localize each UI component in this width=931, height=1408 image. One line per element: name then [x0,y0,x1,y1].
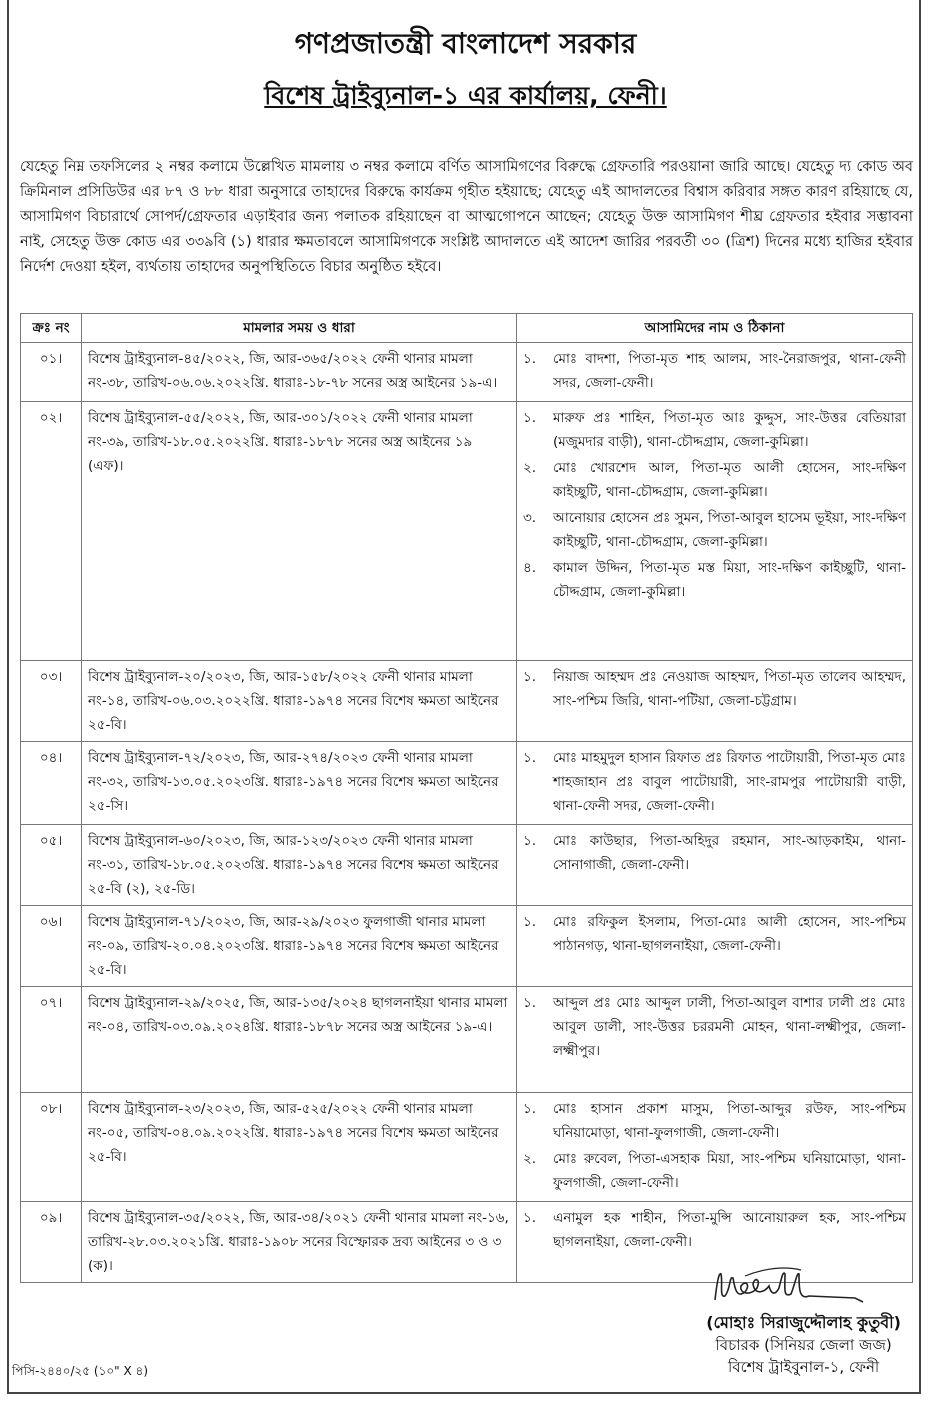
accused-number: ১. [523,995,537,1011]
case-details: বিশেষ ট্রাইব্যুনাল-৭১/২০২৩, জি, আর-২৯/২০২৩ ফুলগাজী থানার মামলা নং-০৯, তারিখ-২০.০৪.২০২৩খ্রি. ধারাঃ-১৯৭৪ সনের বিশেষ ক্ষমতা আইনের ২৫-বি। [82,906,517,987]
office-subtitle: বিশেষ ট্রাইব্যুনাল-১ এর কার্যালয়, ফেনী। [264,81,667,110]
accused-item [523,665,906,713]
serial-number: ০২। [21,402,82,661]
judge-name: (মোহাঃ সিরাজুদ্দৌলাহ কুতুবী) [706,1313,901,1332]
accused-item [523,1097,906,1145]
accused-name-address: নিয়াজ আহম্মদ প্রঃ নেওয়াজ আহম্মদ, পিতা-মৃত তালেব আহম্মদ, সাং-পশ্চিম জিরি, থানা-পটিয়া, জেলা-চট্টগ্রাম। [553,669,906,709]
case-details: বিশেষ ট্রাইব্যুনাল-৭২/২০২৩, জি, আর-২৭৪/২০২৩ ফেনী থানার মামলা নং-৩২, তারিখ-১৩.০৫.২০২৩খ্রি. ধারাঃ-১৯৭৪ সনের বিশেষ ক্ষমতা আইনের ২৫-সি। [82,742,517,825]
accused-number: ১. [523,1101,537,1117]
table-row [21,906,913,987]
accused-number: ৩. [523,510,537,526]
header-accused: আসামিদের নাম ও ঠিকানা [517,314,913,343]
accused-item [523,910,906,958]
accused-number: ১. [523,1210,537,1226]
accused-name-address: এনামুল হক শাহীন, পিতা-মুন্সি আনোয়ারুল হক, সাং-পশ্চিম ছাগলনাইয়া, জেলা-ফেনী। [553,1210,906,1250]
accused-list [517,1093,913,1202]
table-row [21,343,913,402]
print-reference: পিসি-২৪৪০/২৫ (১০" X ৪) [12,1364,149,1378]
accused-name-address: মোঃ রফিকুল ইসলাম, পিতা-মোঃ আলী হোসেন, সাং-পশ্চিম পাঠানগড়, থানা-ছাগলনাইয়া, জেলা-ফেনী। [553,914,906,954]
serial-number: ০৯। [21,1202,82,1283]
case-details: বিশেষ ট্রাইব্যুনাল-৪৫/২০২২, জি, আর-৩৬৫/২০২২ ফেনী থানার মামলা নং-৩৮, তারিখ-০৬.০৬.২০২২খ্রি. ধারাঃ-১৮-৭৮ সনের অস্ত্র আইনের ১৯-এ। [82,343,517,402]
page-title: গণপ্রজাতন্ত্রী বাংলাদেশ সরকার [294,27,637,60]
accused-name-address: মারুফ প্রঃ শাহিন, পিতা-মৃত আঃ কুদ্দুস, সাং-উত্তর বেতিয়ারা (মজুমদার বাড়ী), থানা-চৌদ্দগ্রাম, জেলা-কুমিল্লা। [553,410,906,450]
notice-paragraph: যেহেতু নিম্ন তফসিলের ২ নম্বর কলামে উল্লেখিত মামলায় ৩ নম্বর কলামে বর্ণিত আসামিগণের বিরুদ্ধে গ্রেফতারি পরওয়ানা জারি আছে। যেহেতু দ্য কোড অব ক্রিমিনাল প্রসিডিউর এর ৮৭ ও ৮৮ ধারা অনুসারে তাহাদের বিরুদ্ধে কার্যক্রম গৃহীত হইয়াছে; যেহেতু এই আদালতের বিশ্বাস করিবার সঙ্গত কারণ রহিয়াছে যে, আসামিগণ বিচারার্থে সোপর্দ/গ্রেফতার এড়াইবার জন্য পলাতক রহিয়াছেন বা আত্মগোপনে আছেন; যেহেতু উক্ত আসামিগণ শীঘ্র গ্রেফতার হইবার সম্ভাবনা নাই, সেহেতু উক্ত কোড এর ৩৩৯বি (১) ধারার ক্ষমতাবলে আসামিগণকে সংশ্লিষ্ট আদালতে এই আদেশ জারির পরবর্তী ৩০ (ত্রিশ) দিনের মধ্যে হাজির হইবার নির্দেশ দেওয়া হইল, ব্যর্থতায় তাহাদের অনুপস্থিতিতে বিচার অনুষ্ঠিত হইবে। [20,159,913,275]
signature-image [705,1262,885,1312]
case-details: বিশেষ ট্রাইব্যুনাল-৩৫/২০২২, জি, আর-৩৪/২০২১ ফেনী থানার মামলা নং-১৬, তারিখ-২৮.০৩.২০২১খ্রি. ধারাঃ-১৯০৮ সনের বিস্ফোরক দ্রব্য আইনের ৩ ও ৩ (ক)। [82,1202,517,1283]
case-details: বিশেষ ট্রাইব্যুনাল-২৯/২০২৫, জি, আর-১৩৫/২০২৪ ছাগলনাইয়া থানার মামলা নং-০৪, তারিখ-০৩.০৯.২০২৪খ্রি. ধারাঃ-১৮৭৮ সনের অস্ত্র আইনের ১৯-এ। [82,987,517,1093]
accused-item [523,506,906,554]
accused-list [517,987,913,1093]
table-row [21,825,913,906]
accused-item [523,746,906,818]
accused-number: ১. [523,914,537,930]
judge-designation: বিচারক (সিনিয়র জেলা জজ) [715,1336,892,1354]
accused-item [523,406,906,454]
judge-office: বিশেষ ট্রাইবুনাল-১, ফেনী [728,1358,880,1376]
accused-name-address: মোঃ বাদশা, পিতা-মৃত শাহ আলম, সাং-নৈরাজপুর, থানা-ফেনী সদর, জেলা-ফেনী। [553,351,906,391]
accused-number: ৪. [523,560,537,576]
accused-number: ১. [523,410,537,426]
accused-number: ১. [523,351,537,367]
table-row [21,987,913,1093]
table-row [21,661,913,742]
serial-number: ০৭। [21,987,82,1093]
serial-number: ০৩। [21,661,82,742]
table-header-row [21,314,913,343]
header-case: মামলার সময় ও ধারা [82,314,517,343]
accused-item [523,556,906,604]
case-details: বিশেষ ট্রাইব্যুনাল-৬০/২০২৩, জি, আর-১২৩/২০২৩ ফেনী থানার মামলা নং-৩১, তারিখ-১৮.০৫.২০২৩খ্রি. ধারাঃ-১৯৭৪ সনের বিশেষ ক্ষমতা আইনের ২৫-বি (২), ২৫-ডি। [82,825,517,906]
case-details: বিশেষ ট্রাইব্যুনাল-৫৫/২০২২, জি, আর-৩০১/২০২২ ফেনী থানার মামলা নং-৩৯, তারিখ-১৮.০৫.২০২২খ্রি. ধারাঃ-১৮৭৮ সনের অস্ত্র আইনের ১৯ (এফ)। [82,402,517,661]
accused-name-address: মোঃ কাউছার, পিতা-অহিদুর রহমান, সাং-আড়কাইম, থানা-সোনাগাজী, জেলা-ফেনী। [553,833,906,873]
serial-number: ০৪। [21,742,82,825]
accused-number: ২. [523,460,537,476]
accused-item [523,347,906,395]
accused-name-address: মোঃ মাহমুদুল হাসান রিফাত প্রঃ রিফাত পাটোয়ারী, পিতা-মৃত মোঃ শাহজাহান প্রঃ বাবুল পাটোয়ারী, সাং-রামপুর পাটোয়ারী বাড়ী, থানা-ফেনী সদর, জেলা-ফেনী। [553,750,906,814]
header-serial: ক্রঃ নং [21,314,82,343]
accused-item [523,1147,906,1195]
accused-name-address: কামাল উদ্দিন, পিতা-মৃত মস্ত মিয়া, সাং-দক্ষিণ কাইচ্ছুটি, থানা-চৌদ্দগ্রাম, জেলা-কুমিল্লা। [553,560,906,600]
accused-list [517,742,913,825]
accused-number: ১. [523,669,537,685]
case-details: বিশেষ ট্রাইব্যুনাল-২০/২০২৩, জি, আর-১৫৮/২০২২ ফেনী থানার মামলা নং-১৪, তারিখ-০৬.০৩.২০২২খ্রি. ধারাঃ-১৯৭৪ সনের বিশেষ ক্ষমতা আইনের ২৫-বি। [82,661,517,742]
accused-item [523,829,906,877]
accused-list [517,825,913,906]
accused-list [517,661,913,742]
accused-list [517,906,913,987]
accused-name-address: আনোয়ার হোসেন প্রঃ সুমন, পিতা-আবুল হাসেম ভূইয়া, সাং-দক্ষিণ কাইচ্ছুটি, থানা-চৌদ্দগ্রাম, জেলা-কুমিল্লা। [553,510,906,550]
accused-list [517,343,913,402]
accused-list [517,402,913,661]
accused-name-address: মোঃ রুবেল, পিতা-এসহাক মিয়া, সাং-পশ্চিম ঘনিয়ামোড়া, থানা-ফুলগাজী, জেলা-ফেনী। [553,1151,906,1191]
accused-name-address: মোঃ হাসান প্রকাশ মাসুম, পিতা-আব্দুর রউফ, সাং-পশ্চিম ঘনিয়ামোড়া, থানা-ফুলগাজী, জেলা-ফেনী। [553,1101,906,1141]
signature-block [706,1312,901,1378]
table-row [21,742,913,825]
accused-number: ১. [523,750,537,766]
serial-number: ০৬। [21,906,82,987]
accused-name-address: আব্দুল প্রঃ মোঃ আব্দুল ঢালী, পিতা-আবুল বাশার ঢালী প্রঃ মোঃ আবুল ডালী, সাং-উত্তর চররমনী মোহন, থানা-লক্ষ্মীপুর, জেলা-লক্ষ্মীপুর। [553,995,906,1059]
accused-item [523,456,906,504]
table-row [21,1093,913,1202]
accused-number: ২. [523,1151,537,1167]
serial-number: ০৮। [21,1093,82,1202]
case-details: বিশেষ ট্রাইব্যুনাল-২৩/২০২৩, জি, আর-৫২৫/২০২২ ফেনী থানার মামলা নং-০৫, তারিখ-০৪.০৯.২০২২খ্রি. ধারাঃ-১৯৭৪ সনের বিশেষ ক্ষমতা আইনের ২৫-বি। [82,1093,517,1202]
serial-number: ০১। [21,343,82,402]
accused-item [523,991,906,1063]
accused-table [20,313,913,1283]
serial-number: ০৫। [21,825,82,906]
table-row [21,402,913,661]
accused-item [523,1206,906,1254]
accused-name-address: মোঃ খোরশেদ আল, পিতা-মৃত আলী হোসেন, সাং-দক্ষিণ কাইচ্ছুটি, থানা-চৌদ্দগ্রাম, জেলা-কুমিল্লা। [553,460,906,500]
accused-number: ১. [523,833,537,849]
